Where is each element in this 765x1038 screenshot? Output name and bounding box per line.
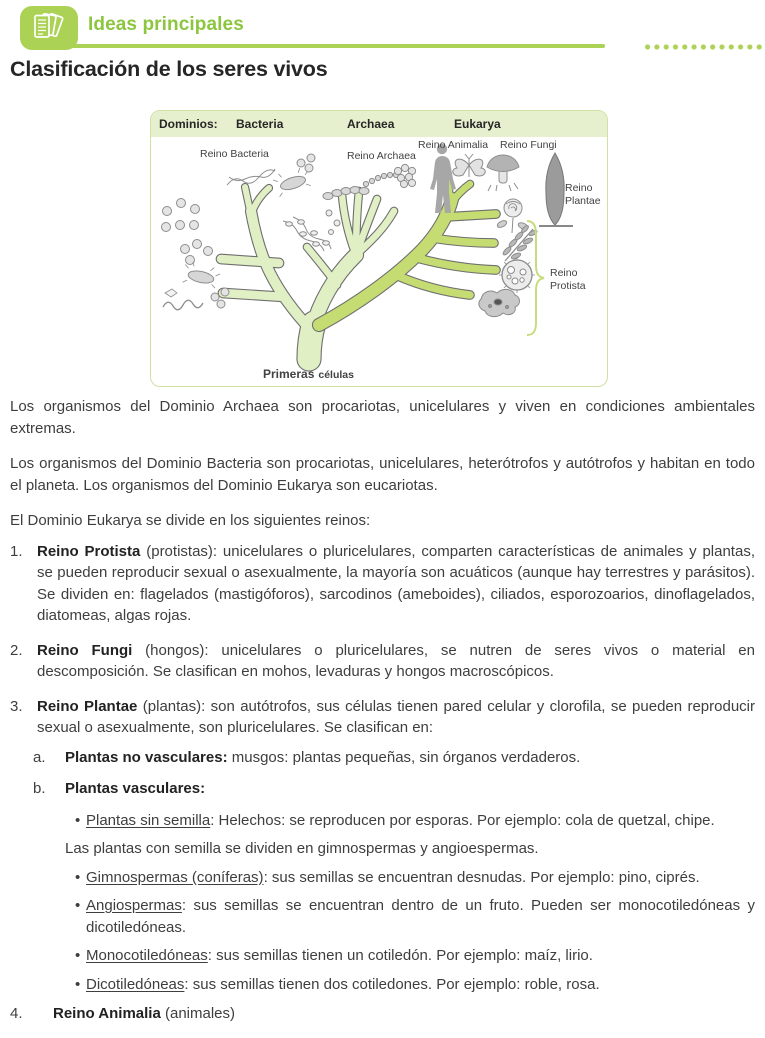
classification-diagram (150, 110, 608, 387)
paragraph-archaea: Los organismos del Dominio Archaea son procariotas, unicelulares y viven en condiciones ambientales extremas. (10, 398, 755, 437)
bullet-marker: • (75, 975, 81, 993)
paragraph-eukarya-intro: El Dominio Eukarya se divide en los siguientes reinos: (10, 512, 371, 529)
label-reino-archaea: Reino Archaea (347, 150, 416, 162)
domains-label: Dominios: (159, 117, 218, 131)
label-reino-protista-line2: Protista (550, 280, 586, 292)
bullet-plantas-sin-semilla (10, 810, 755, 832)
amoeba (479, 289, 520, 316)
underlined-term: Angiospermas (86, 897, 182, 914)
domain-archaea: Archaea (347, 117, 395, 131)
bullet-marker: • (75, 897, 81, 914)
label-reino-bacteria: Reino Bacteria (200, 148, 269, 160)
sublist-item-vasculares (10, 778, 755, 800)
tree-of-life-illustration (151, 137, 606, 385)
bullet-monocotiledoneas (10, 945, 755, 967)
label-reino-plantae-line2: Plantae (565, 195, 601, 207)
label-reino-protista-line1: Reino (550, 267, 578, 279)
item-text: (protistas): unicelulares o pluricelulares, comparten características de animales y plantas, se pueden reproducir sexual o asexualmente, la mayoría son acuáticos (aunque hay terrestres y parásitos). Se dividen en: flagelados (mastigóforos), sarcodinos (ameboides), ciliados, esporozoarios, dinoflagelados, diatomeas, algas rojas. (37, 542, 755, 624)
domain-eukarya: Eukarya (454, 117, 501, 131)
item-number: 3. (10, 697, 23, 715)
bold-term: Plantas no vasculares: (65, 748, 228, 766)
item-letter: b. (33, 780, 46, 797)
butterfly (453, 154, 486, 177)
sublist-item-no-vasculares (10, 747, 755, 769)
bold-term: Reino Animalia (53, 1005, 161, 1022)
bullet-gimnospermas (10, 867, 755, 889)
fern-leaf (502, 224, 538, 261)
underlined-term: Dicotiledóneas (86, 975, 185, 993)
label-reino-fungi: Reino Fungi (500, 139, 557, 151)
bullet-angiospermas (10, 895, 755, 938)
label-reino-plantae-line1: Reino (565, 182, 593, 194)
bullet-marker: • (75, 868, 81, 886)
bullet-dicotiledoneas (10, 974, 755, 996)
label-reino-animalia: Reino Animalia (418, 139, 489, 151)
bold-term: Reino Protista (37, 542, 141, 560)
item-text: (animales) (160, 1005, 235, 1022)
item-text: musgos: plantas pequeñas, sin órganos verdaderos. (227, 748, 581, 766)
bullet-marker: • (75, 811, 81, 829)
page-title: Clasificación de los seres vivos (10, 57, 328, 81)
bullet-marker: • (75, 947, 81, 964)
bold-term: Reino Plantae (37, 697, 138, 715)
item-letter: a. (33, 748, 46, 766)
item-text: : Helechos: se reproducen por esporas. Por ejemplo: cola de quetzal, chipe. (210, 811, 715, 829)
body-text (10, 396, 755, 1038)
protist-cell (499, 257, 535, 293)
item-number: 1. (10, 542, 23, 560)
list-item-fungi (10, 640, 755, 683)
list-item-animalia (10, 1003, 755, 1025)
item-text: : sus semillas se encuentran dentro de un fruto. Pueden ser monocotiledóneas y dicotiledóneas. (86, 897, 755, 936)
section-title: Ideas principales (88, 14, 244, 35)
underlined-term: Plantas sin semilla (86, 811, 211, 829)
domains-header-bar (151, 111, 607, 137)
bold-term: Reino Fungi (37, 641, 133, 659)
paragraph-bacteria-eukarya: Los organismos del Dominio Bacteria son procariotas, unicelulares, heterótrofos y autótrofos y habitan en todo el planeta. Los organismos del Dominio Eukarya son eucariotas. (10, 455, 755, 494)
bold-term: Plantas vasculares: (65, 780, 206, 797)
item-text: (hongos): unicelulares o pluricelulares, se nutren de seres vivos o material en descomposición. Se clasifican en mohos, levaduras y hongos macroscópicos. (37, 641, 755, 680)
list-item-plantae (10, 696, 755, 739)
header-dotted-line (643, 42, 762, 52)
underlined-term: Monocotiledóneas (86, 947, 208, 964)
label-primeras-celulas: Primeras células (263, 367, 354, 381)
mushroom (487, 155, 519, 191)
note-plantas-con-semilla: Las plantas con semilla se dividen en gimnospermas y angioespermas. (65, 840, 539, 857)
underlined-term: Gimnospermas (coníferas) (86, 868, 264, 886)
documents-icon (29, 10, 69, 46)
tree-pale-branches (221, 187, 394, 359)
item-number: 4. (10, 1005, 23, 1022)
domain-bacteria: Bacteria (236, 117, 284, 131)
header-rule (30, 44, 605, 48)
item-number: 2. (10, 641, 23, 659)
item-text: : sus semillas tienen un cotiledón. Por ejemplo: maíz, lirio. (207, 947, 593, 964)
bacteria-illustrations (162, 154, 332, 310)
item-text: : sus semillas se encuentran desnudas. Por ejemplo: pino, ciprés. (263, 868, 700, 886)
list-item-protista (10, 541, 755, 627)
item-text: : sus semillas tienen dos cotiledones. Por ejemplo: roble, rosa. (184, 975, 600, 993)
ideas-principales-badge (20, 6, 78, 50)
item-text: (plantas): son autótrofos, sus células tienen pared celular y clorofila, se pueden reproducir sexual o asexualmente, son pluricelulares. Se clasifican en: (37, 697, 756, 736)
